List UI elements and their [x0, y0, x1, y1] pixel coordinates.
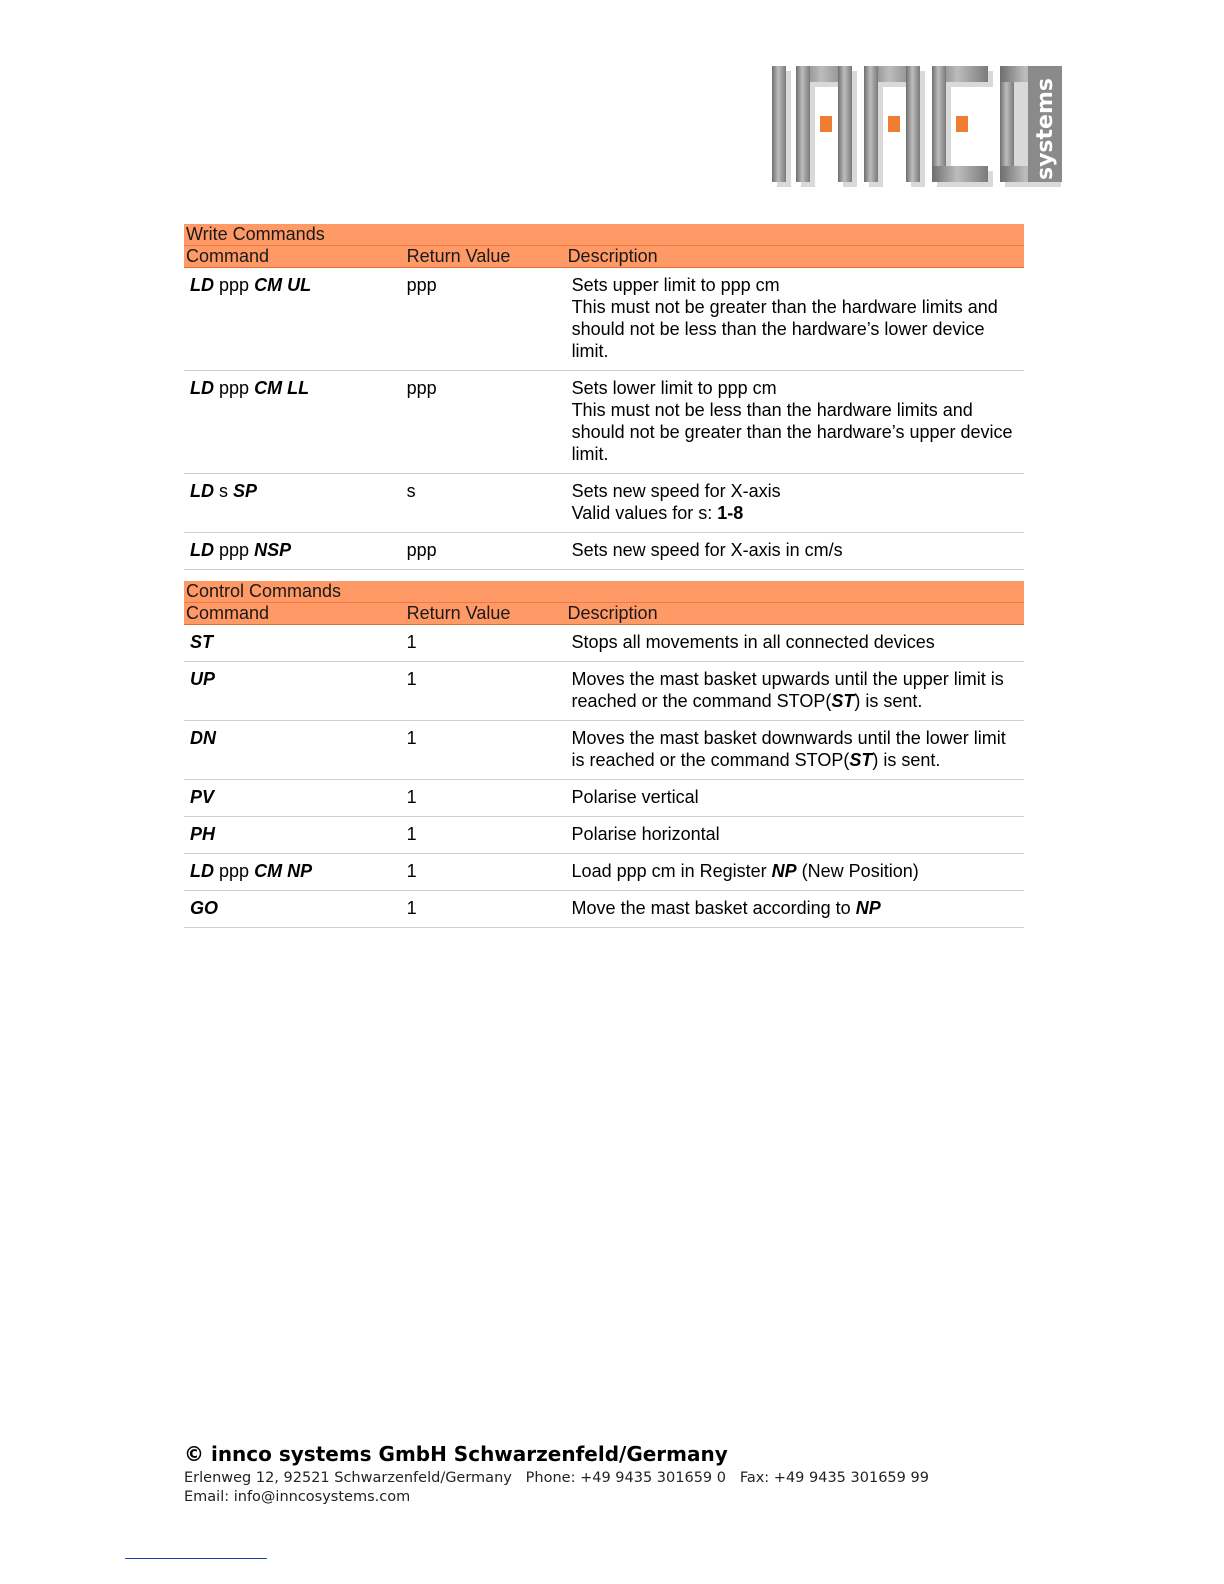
- footer-company: © innco systems GmbH Schwarzenfeld/Germany: [184, 1442, 728, 1466]
- table-row: [184, 533, 1024, 570]
- description-cell: Sets lower limit to ppp cm This must not be less than the hardware limits and should not be greater than the hardware’s upper device limit.: [566, 371, 1024, 474]
- table-row: [184, 474, 1024, 533]
- footer-address: Erlenweg 12, 92521 Schwarzenfeld/Germany: [184, 1470, 512, 1486]
- return-value-cell: 1: [405, 662, 566, 721]
- table-header-row: [184, 603, 1024, 625]
- table-row: [184, 662, 1024, 721]
- return-value-cell: 1: [405, 721, 566, 780]
- footer-phone: Phone: +49 9435 301659 0: [525, 1470, 726, 1486]
- command-cell: UP: [184, 662, 405, 721]
- return-value-cell: 1: [405, 817, 566, 854]
- table-title-row: [184, 581, 1024, 603]
- description-cell: Moves the mast basket upwards until the upper limit is reached or the command STOP(ST) is sent.: [566, 662, 1024, 721]
- footer-email: Email: info@inncosystems.com: [184, 1489, 411, 1505]
- page-footer: [184, 1442, 929, 1507]
- description-cell: Sets upper limit to ppp cm This must not be greater than the hardware limits and should not be less than the hardware’s lower device limit.: [566, 268, 1024, 371]
- return-value-cell: 1: [405, 854, 566, 891]
- command-cell: LD ppp CM NP: [184, 854, 405, 891]
- command-cell: LD ppp NSP: [184, 533, 405, 570]
- table-title-row: [184, 224, 1024, 246]
- table-row: [184, 817, 1024, 854]
- description-cell: Load ppp cm in Register NP (New Position): [566, 854, 1024, 891]
- table-row: [184, 780, 1024, 817]
- innco-systems-logo: [770, 62, 1070, 190]
- table-header-row: [184, 246, 1024, 268]
- footer-fax: Fax: +49 9435 301659 99: [739, 1470, 929, 1486]
- command-cell: ST: [184, 625, 405, 662]
- return-value-cell: ppp: [405, 268, 566, 371]
- command-cell: LD ppp CM UL: [184, 268, 405, 371]
- description-cell: Polarise vertical: [566, 780, 1024, 817]
- return-value-cell: ppp: [405, 533, 566, 570]
- header-command: Command: [184, 603, 405, 625]
- header-return-value: Return Value: [405, 246, 566, 268]
- description-cell: Sets new speed for X-axis Valid values for s: 1-8: [566, 474, 1024, 533]
- footer-contact-line: [184, 1469, 929, 1488]
- command-cell: PH: [184, 817, 405, 854]
- command-cell: GO: [184, 891, 405, 928]
- return-value-cell: ppp: [405, 371, 566, 474]
- description-cell: Polarise horizontal: [566, 817, 1024, 854]
- header-return-value: Return Value: [405, 603, 566, 625]
- return-value-cell: 1: [405, 625, 566, 662]
- header-command: Command: [184, 246, 405, 268]
- return-value-cell: s: [405, 474, 566, 533]
- table-row: [184, 891, 1024, 928]
- write-commands-table: [184, 224, 1024, 570]
- command-cell: PV: [184, 780, 405, 817]
- header-description: Description: [566, 603, 1024, 625]
- return-value-cell: 1: [405, 780, 566, 817]
- command-cell: LD s SP: [184, 474, 405, 533]
- description-cell: Stops all movements in all connected devices: [566, 625, 1024, 662]
- table-row: [184, 854, 1024, 891]
- table-row: [184, 371, 1024, 474]
- logo-subtext: systems: [1033, 78, 1058, 180]
- description-cell: Move the mast basket according to NP: [566, 891, 1024, 928]
- description-cell: Sets new speed for X-axis in cm/s: [566, 533, 1024, 570]
- control-commands-table: [184, 581, 1024, 928]
- write-commands-title: Write Commands: [184, 224, 1024, 246]
- table-row: [184, 721, 1024, 780]
- header-description: Description: [566, 246, 1024, 268]
- table-row: [184, 625, 1024, 662]
- command-cell: LD ppp CM LL: [184, 371, 405, 474]
- table-row: [184, 268, 1024, 371]
- page-divider: [125, 1558, 267, 1559]
- return-value-cell: 1: [405, 891, 566, 928]
- command-cell: DN: [184, 721, 405, 780]
- control-commands-title: Control Commands: [184, 581, 1024, 603]
- description-cell: Moves the mast basket downwards until the lower limit is reached or the command STOP(ST) is sent.: [566, 721, 1024, 780]
